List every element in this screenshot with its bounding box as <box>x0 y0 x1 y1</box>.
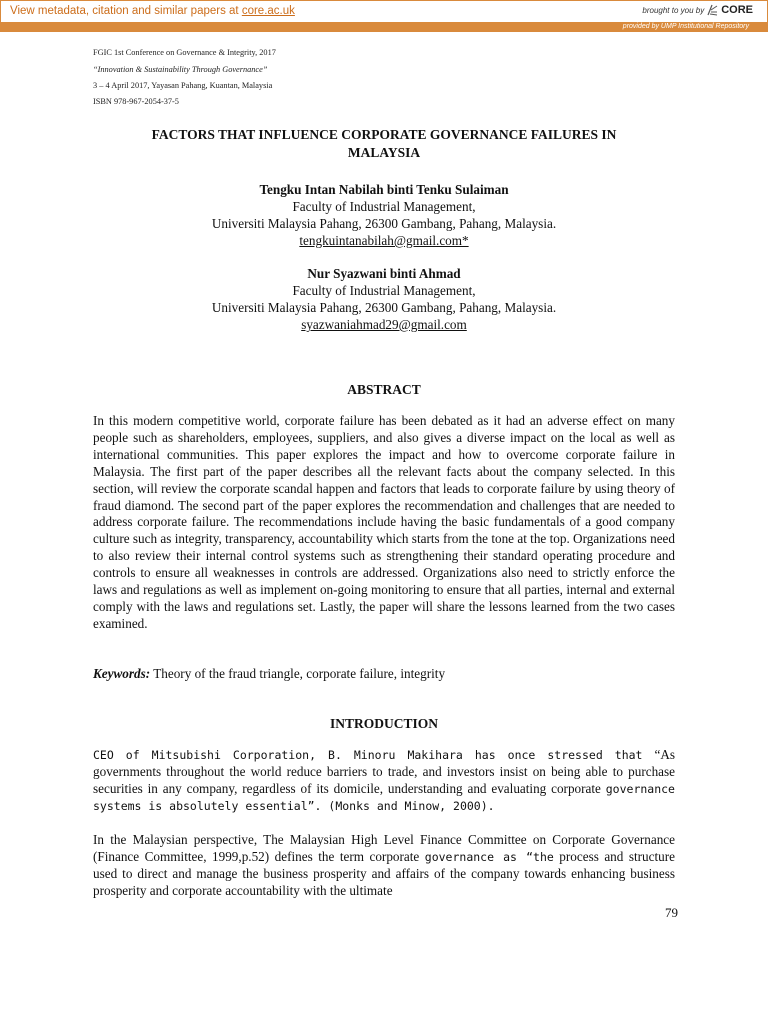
core-logo-text: CORE <box>721 4 753 16</box>
author-name: Tengku Intan Nabilah binti Tenku Sulaiman <box>259 182 509 197</box>
author-faculty: Faculty of Industrial Management, <box>292 199 476 214</box>
core-brand[interactable] <box>642 4 753 16</box>
intro-p2-mono: governance as “the <box>424 849 554 864</box>
abstract-text: In this modern competitive world, corporate failure has been debated as it had an adverse effect on many people such as shareholders, employees, suppliers, and also gives a diverse impact on the local as well as international communities. This paper explores the impact and how to overcome corporate failure in Malaysia. The first part of the paper describes all the relevant facts about the company selected. In this section, will review the corporate scandal happen and factors that leads to corporate failure by using theory of fraud diamond. The second part of the paper explores the recommendation and challenges that are needed to address corporate failure. The recommendations include having the basic fundamentals of a good company culture such as integrity, transparency, accountability which starts from the tone at the top. Organizations need to also review their internal control systems such as strengthening their standard operating procedure and controls to ensure all weaknesses in controls are addressed. Organizations also need to strictly enforce the laws and regulations as well as implement on-going monitoring to ensure that all parties, internal and external comply with the laws and regulations set. Lastly, the paper will share the lessons learned from the two cases examined. <box>93 413 675 631</box>
author-university: Universiti Malaysia Pahang, 26300 Gambang, Pahang, Malaysia. <box>211 216 557 231</box>
page-number: 79 <box>665 905 678 920</box>
core-metadata-text[interactable] <box>10 5 295 17</box>
title-line-2: MALAYSIA <box>347 145 421 160</box>
author-email-link[interactable]: syazwaniahmad29@gmail.com <box>301 317 467 332</box>
keywords-text: Theory of the fraud triangle, corporate failure, integrity <box>150 666 446 681</box>
core-logo-icon <box>707 4 718 16</box>
intro-p2-body-a: In the Malaysian perspective, The Malaysian High Level Finance Committee on Corporate Governance (Finance Committee, 1999,p.52) defines the term corporate <box>93 832 675 864</box>
author-block-2 <box>93 265 675 333</box>
intro-p2-body-b: process and structure used to direct and manage the business prosperity and affairs of the company towards enhancing business prosperity and corporate accountability with the ultimate <box>93 848 676 898</box>
intro-p1-body: throughout the world reduce barriers to trade, and investors insist on being able to purchase securities in any company, regardless of its domicile, understanding and evaluating corporate <box>93 763 675 796</box>
intro-p1-mono-b: governance systems is absolutely essential”. (Monks and Minow, 2000). <box>93 781 675 813</box>
brought-by-label: brought to you by <box>642 5 705 15</box>
core-metadata-label: View metadata, citation and similar papers at <box>10 5 242 17</box>
conference-isbn: ISBN 978-967-2054-37-5 <box>93 97 179 106</box>
intro-p1-mono-a: CEO of Mitsubishi Corporation, B. Minoru Makihara has once stressed that <box>93 748 655 762</box>
paper-title <box>93 126 675 162</box>
keywords-line <box>93 666 675 683</box>
provided-by-label: provided by UMP Institutional Repository <box>622 23 749 30</box>
intro-paragraph-1 <box>93 747 675 815</box>
core-link[interactable]: core.ac.uk <box>241 5 295 17</box>
author-name: Nur Syazwani binti Ahmad <box>307 266 461 281</box>
introduction-heading: INTRODUCTION <box>329 716 438 731</box>
intro-paragraph-2 <box>93 832 675 900</box>
title-line-1: FACTORS THAT INFLUENCE CORPORATE GOVERNANCE FAILURES IN <box>151 127 617 142</box>
author-block-1 <box>93 181 675 249</box>
conference-name: FGIC 1st Conference on Governance & Integrity, 2017 <box>93 48 276 57</box>
conference-theme: “Innovation & Sustainability Through Governance” <box>93 65 268 74</box>
author-university: Universiti Malaysia Pahang, 26300 Gambang, Pahang, Malaysia. <box>211 300 557 315</box>
abstract-heading: ABSTRACT <box>347 382 421 397</box>
author-email-link[interactable]: tengkuintanabilah@gmail.com* <box>299 233 469 248</box>
keywords-label: Keywords: <box>93 666 151 681</box>
intro-p1-quote-start: “As governments <box>93 747 675 779</box>
provided-by-strip <box>1 22 767 32</box>
author-faculty: Faculty of Industrial Management, <box>292 283 476 298</box>
conference-date-venue: 3 – 4 April 2017, Yayasan Pahang, Kuantan, Malaysia <box>93 81 273 90</box>
core-banner <box>0 0 768 32</box>
